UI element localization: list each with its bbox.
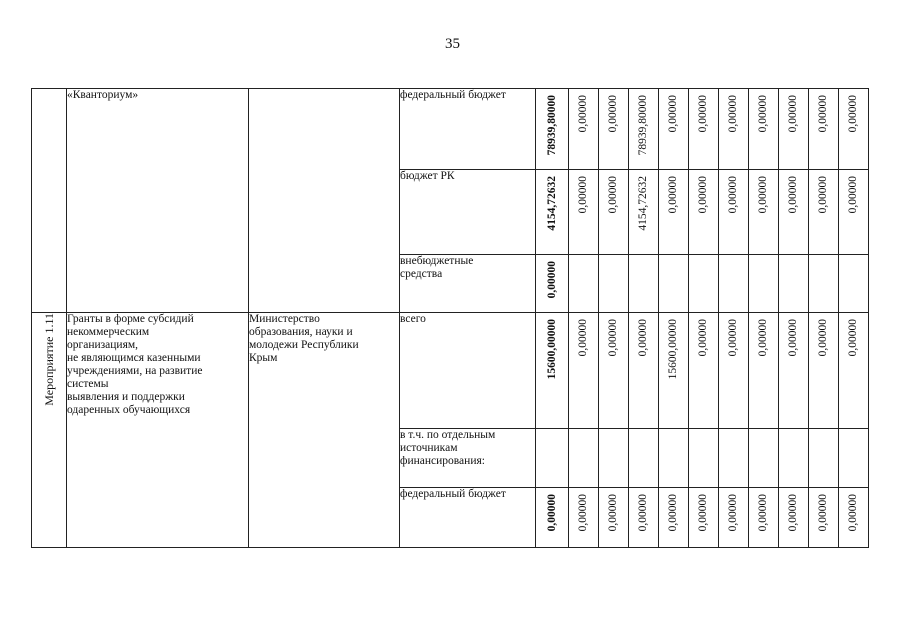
total-value: 0,00000 [545,261,558,299]
measure-cell [32,89,67,313]
year-value: 0,00000 [847,319,859,357]
source-cell [400,313,536,429]
year-value: 0,00000 [607,176,619,214]
year-value: 0,00000 [697,319,709,357]
year-value: 0,00000 [667,95,679,133]
measure-label: Мероприятие 1.11 [41,313,56,406]
year-value: 4154,72632 [637,176,649,231]
year-value: 0,00000 [787,494,799,532]
year-value: 0,00000 [577,95,589,133]
executor-cell [249,89,400,313]
year-value: 0,00000 [697,176,709,214]
year-value: 0,00000 [577,176,589,214]
funding-source: внебюджетные средства [400,255,474,280]
year-value: 0,00000 [847,95,859,133]
measure-name-cell [67,89,249,313]
source-cell [400,170,536,255]
year-value: 0,00000 [817,494,829,532]
table-row [32,89,869,170]
year-value: 0,00000 [817,176,829,214]
year-value: 0,00000 [697,95,709,133]
executor: Министерство образования, науки и молодежи Республики Крым [249,313,359,364]
year-value: 0,00000 [607,319,619,357]
funding-source: всего [400,313,426,325]
funding-source: в т.ч. по отдельным источникам финансирования: [400,429,496,467]
year-value: 0,00000 [787,176,799,214]
table-row [32,313,869,429]
year-value: 0,00000 [787,95,799,133]
executor-cell [249,313,400,548]
year-value: 0,00000 [727,494,739,532]
year-value: 0,00000 [697,494,709,532]
total-value: 4154,72632 [545,176,558,231]
year-value: 0,00000 [727,319,739,357]
total-value: 15600,00000 [545,319,558,380]
source-cell [400,488,536,548]
measure-cell [32,313,67,548]
year-value: 0,00000 [577,319,589,357]
year-value: 0,00000 [817,319,829,357]
year-value: 0,00000 [577,494,589,532]
year-value: 0,00000 [637,494,649,532]
year-value: 0,00000 [667,176,679,214]
year-value: 0,00000 [847,494,859,532]
funding-source: федеральный бюджет [400,89,506,101]
year-value: 0,00000 [607,95,619,133]
measure-name: «Кванториум» [67,89,139,101]
year-value: 0,00000 [607,494,619,532]
total-value: 0,00000 [545,494,558,532]
year-value: 0,00000 [727,176,739,214]
year-value: 0,00000 [757,95,769,133]
source-cell [400,429,536,488]
year-value: 0,00000 [727,95,739,133]
source-cell [400,255,536,313]
funding-source: федеральный бюджет [400,488,506,500]
page-number: 35 [445,36,460,52]
year-value: 0,00000 [817,95,829,133]
year-value: 0,00000 [847,176,859,214]
year-value: 0,00000 [667,494,679,532]
total-value: 78939,80000 [545,95,558,156]
year-value: 0,00000 [787,319,799,357]
year-value: 15600,00000 [667,319,679,380]
budget-table [31,88,869,548]
measure-name: Гранты в форме субсидий некоммерческим организациям, не являющимся казенными учреждениями, на развитие системы выявления и поддержки одаренных обучающихся [67,313,203,416]
year-value: 0,00000 [757,494,769,532]
year-value: 0,00000 [757,176,769,214]
year-value: 0,00000 [637,319,649,357]
year-value: 78939,80000 [637,95,649,156]
source-cell [400,89,536,170]
measure-name-cell [67,313,249,548]
funding-source: бюджет РК [400,170,455,182]
year-value: 0,00000 [757,319,769,357]
